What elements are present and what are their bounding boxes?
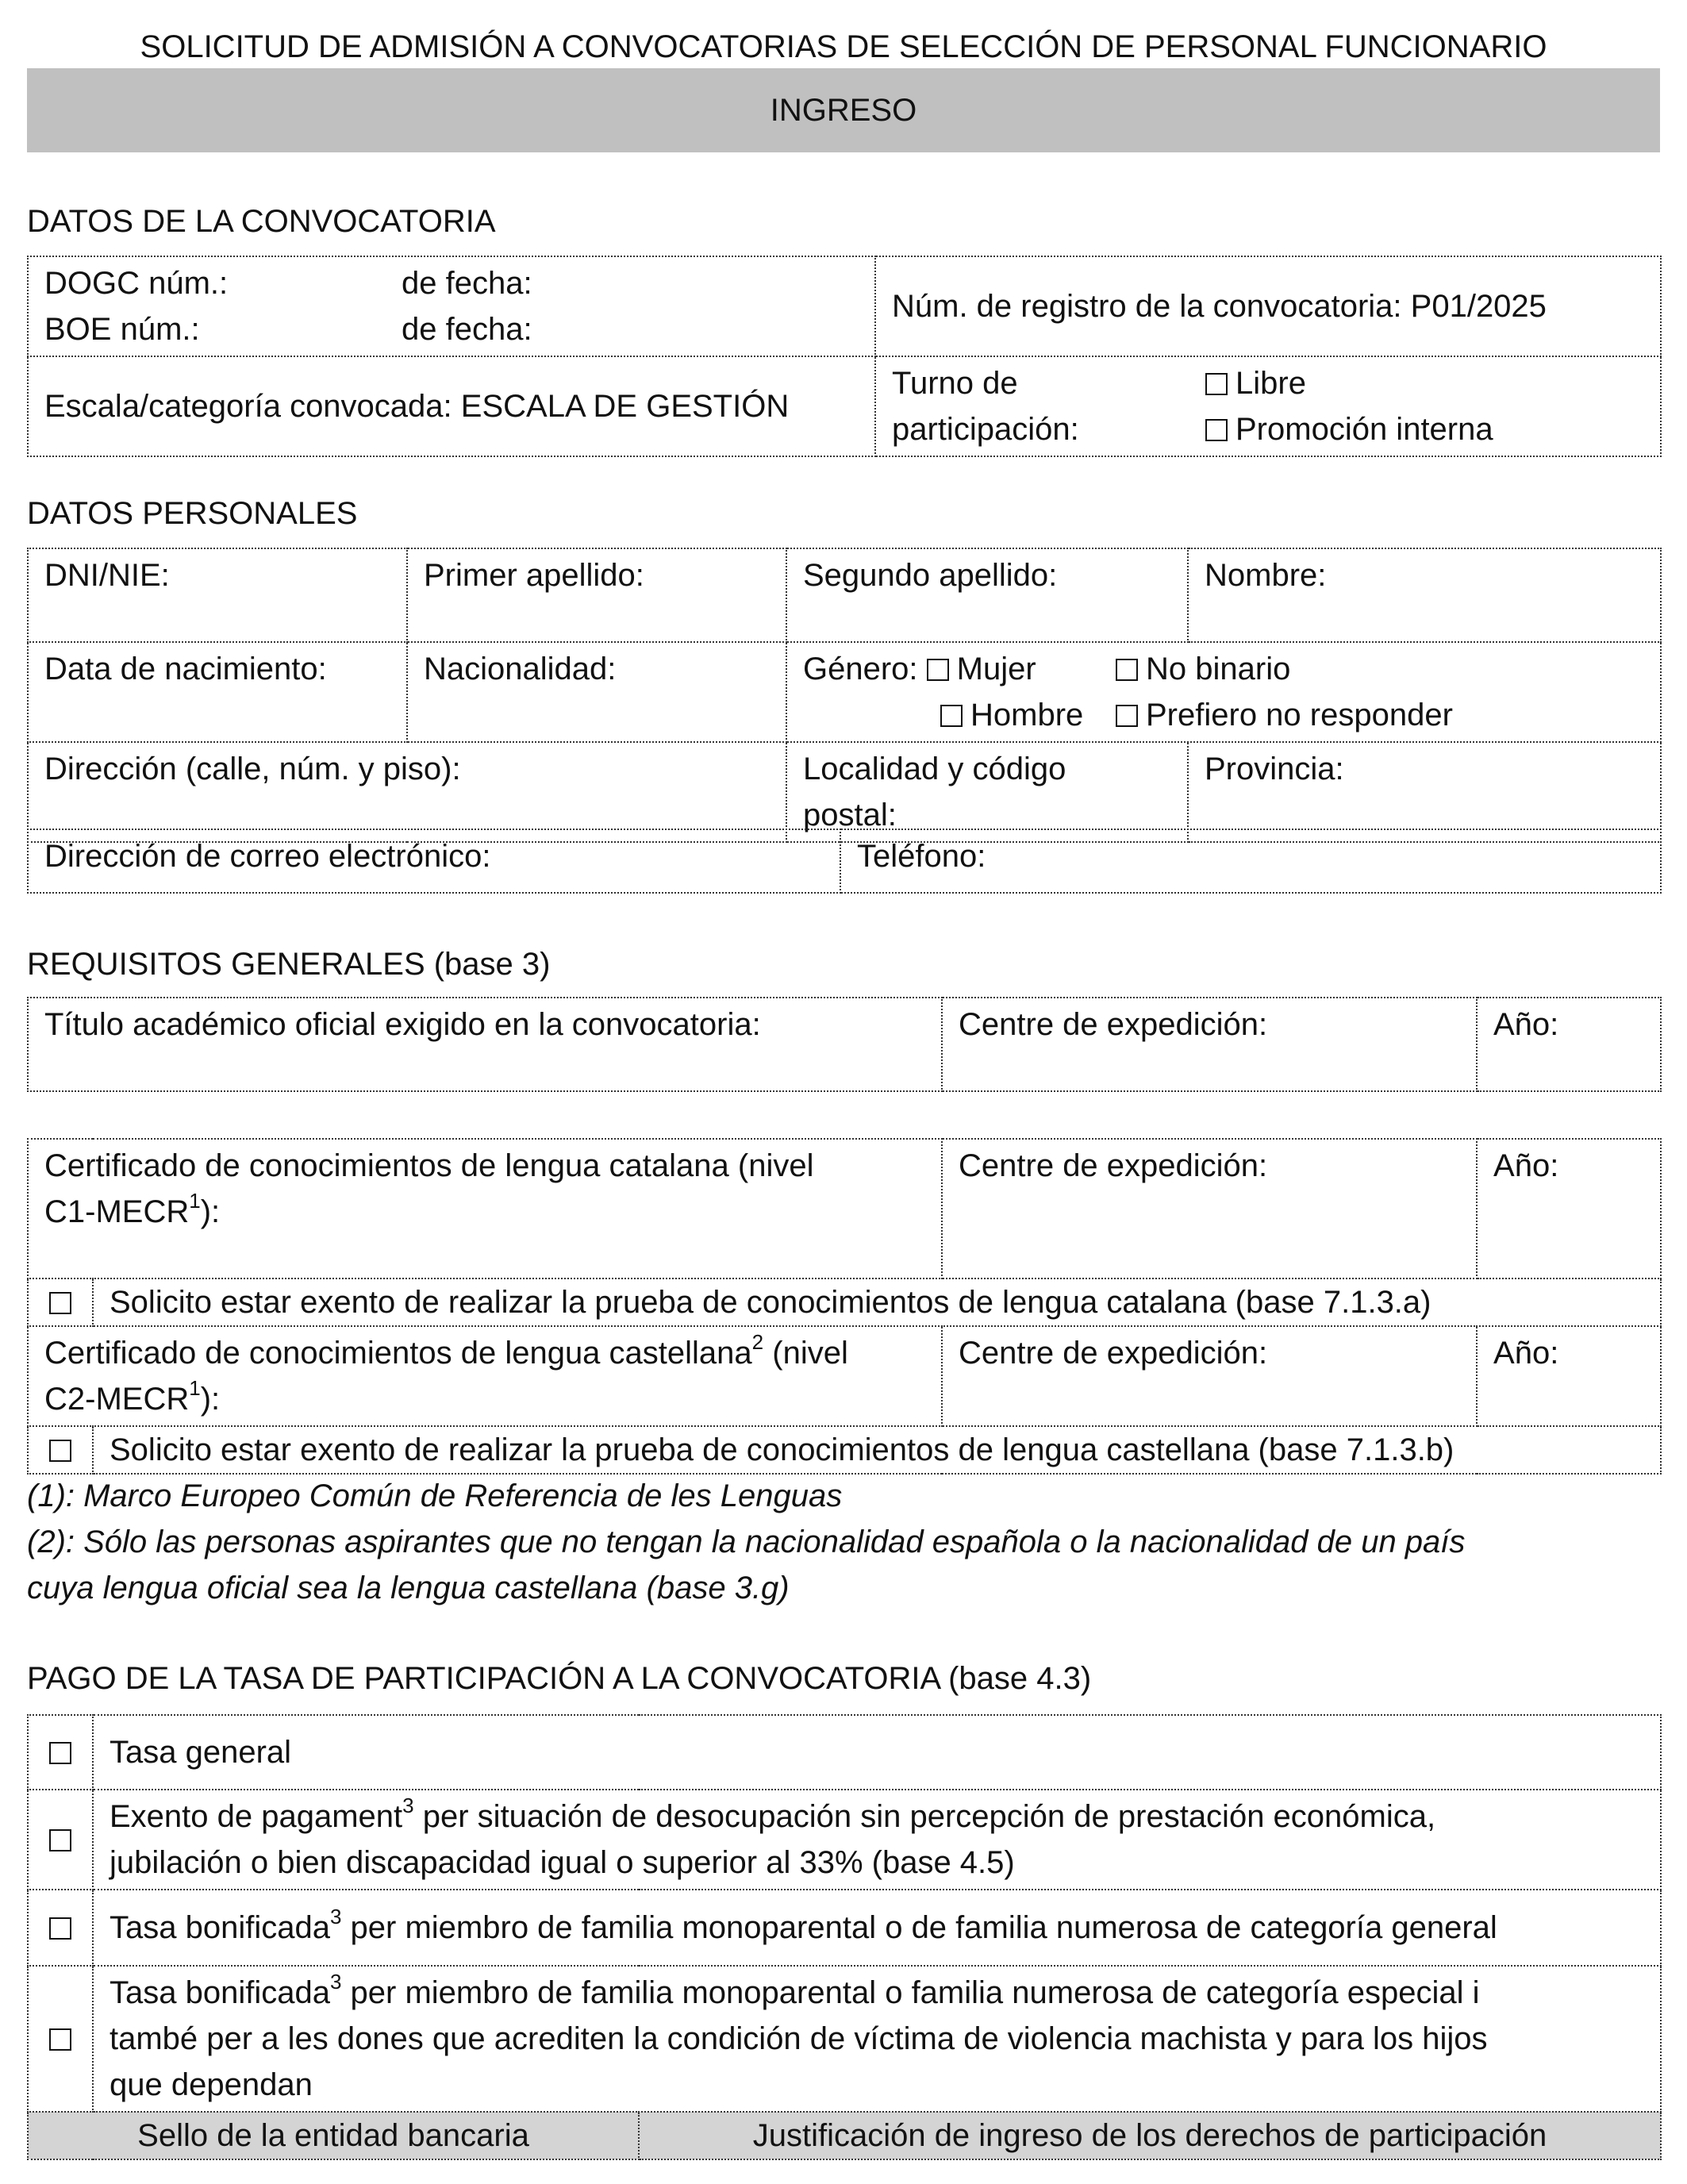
catalana-label-2: C1-MECR [44,1194,190,1229]
footnote-1: (1): Marco Europeo Común de Referencia de les Lenguas [27,1478,843,1513]
castellana-label-1: Certificado de conocimientos de lengua castellana [44,1336,752,1371]
no-binario-checkbox[interactable] [1116,659,1138,681]
registro-label: Núm. de registro de la convocatoria: P01/2025 [892,289,1547,324]
titulo-anio-label: Año: [1493,1007,1559,1042]
castellana-close: ): [200,1382,221,1417]
castellana-anio-label: Año: [1493,1336,1559,1371]
exento-pago-label-a: Exento de pagament [110,1799,403,1834]
nacimiento-label: Data de nacimiento: [44,652,327,686]
tasa-general-checkbox[interactable] [49,1742,71,1764]
castellana-centre-label: Centre de expedición: [959,1336,1268,1371]
footnote-ref-3c: 3 [329,1970,342,1994]
castellana-label-1b: (nivel [763,1336,848,1371]
section-convocatoria-heading: DATOS DE LA CONVOCATORIA [27,204,496,239]
bonificada-especial-cell [93,1966,1661,2112]
catalana-anio-field[interactable] [1477,1139,1661,1278]
footnote-ref-3b: 3 [329,1905,342,1928]
exento-catalana-label: Solicito estar exento de realizar la prueba de conocimientos de lengua catalana (base 7.1.3.a) [110,1285,1431,1320]
libre-label: Libre [1235,366,1306,401]
exento-castellana-label: Solicito estar exento de realizar la prueba de conocimientos de lengua castellana (base 7.1.3.b) [110,1432,1455,1467]
footnote-ref-1: 1 [189,1189,201,1213]
promocion-interna-checkbox[interactable] [1205,419,1228,441]
castellana-centre-field[interactable] [942,1326,1477,1426]
section-requisitos-heading: REQUISITOS GENERALES (base 3) [27,947,551,982]
titulo-centre-field[interactable] [942,998,1477,1091]
no-binario-label: No binario [1146,652,1291,686]
titulo-anio-field[interactable] [1477,998,1661,1091]
bonificada-especial-checkbox-cell[interactable] [28,1966,93,2112]
libre-checkbox[interactable] [1205,373,1228,395]
exento-castellana-checkbox-cell[interactable] [28,1426,93,1474]
catalana-field[interactable] [28,1139,942,1278]
telefono-field[interactable] [840,829,1661,893]
catalana-close: ): [200,1194,221,1229]
castellana-label-2: C2-MECR [44,1382,190,1417]
lenguas-table [27,1138,1662,1475]
sello-label: Sello de la entidad bancaria [137,2118,529,2153]
provincia-field[interactable] [1188,742,1661,842]
titulo-label: Título académico oficial exigido en la convocatoria: [44,1007,761,1042]
justificacion-label: Justificación de ingreso de los derechos de participación [752,2118,1547,2153]
turno-promocion-option[interactable] [1205,406,1493,452]
footnote-ref-1b: 1 [189,1376,201,1400]
footnote-ref-3: 3 [402,1794,414,1817]
titulo-field[interactable] [28,998,942,1091]
turno-cell [875,356,1661,456]
tasa-general-checkbox-cell[interactable] [28,1715,93,1790]
telefono-label: Teléfono: [857,839,986,874]
castellana-anio-field[interactable] [1477,1326,1661,1426]
footnote-2a: (2): Sólo las personas aspirantes que no tengan la nacionalidad española o la nacionalidad de un país [27,1525,1466,1559]
form-title: SOLICITUD DE ADMISIÓN A CONVOCATORIAS DE SELECCIÓN DE PERSONAL FUNCIONARIO [140,29,1547,64]
localidad-label-1: Localidad y código [803,752,1066,786]
dogc-label: DOGC núm.: [44,266,229,301]
justificacion-header [639,2112,1661,2159]
prefiero-no-responder-checkbox[interactable] [1116,705,1138,727]
bonificada-general-checkbox-cell[interactable] [28,1890,93,1966]
nacionalidad-field[interactable] [407,642,786,742]
turno-libre-option[interactable] [1205,360,1493,406]
dogc-fecha-label: de fecha: [402,266,532,301]
promocion-interna-label: Promoción interna [1235,412,1493,447]
nacionalidad-label: Nacionalidad: [424,652,617,686]
pago-table [27,1714,1662,2160]
dni-label: DNI/NIE: [44,558,170,593]
exento-pago-checkbox-cell[interactable] [28,1790,93,1890]
bonificada-especial-label-c: també per a les dones que acrediten la condición de víctima de violencia machista y para los hijos [110,2021,1488,2056]
dogc-boe-cell[interactable] [28,256,875,356]
escala-cell [28,356,875,456]
castellana-field[interactable] [28,1326,942,1426]
catalana-centre-label: Centre de expedición: [959,1148,1268,1183]
segundo-apellido-label: Segundo apellido: [803,558,1058,593]
section-personales-heading: DATOS PERSONALES [27,496,358,531]
titulo-centre-label: Centre de expedición: [959,1007,1268,1042]
turno-label-1: Turno de [892,366,1018,401]
genero-label: Género: [803,652,918,686]
hombre-label: Hombre [970,698,1084,732]
footnote-2b: cuya lengua oficial sea la lengua castellana (base 3.g) [27,1571,790,1605]
personales-table-1 [27,548,1662,843]
exento-pago-checkbox[interactable] [49,1829,71,1851]
catalana-anio-label: Año: [1493,1148,1559,1183]
exento-pago-cell [93,1790,1661,1890]
turno-label-2: participación: [892,412,1079,447]
bonificada-especial-checkbox[interactable] [49,2028,71,2051]
catalana-centre-field[interactable] [942,1139,1477,1278]
exento-catalana-checkbox[interactable] [49,1292,71,1314]
mujer-checkbox[interactable] [927,659,949,681]
exento-pago-label-b: per situación de desocupación sin percepción de prestación económica, [413,1799,1436,1834]
primer-apellido-field[interactable] [407,548,786,642]
provincia-label: Provincia: [1205,752,1344,786]
localidad-field[interactable] [786,742,1188,842]
primer-apellido-label: Primer apellido: [424,558,644,593]
nombre-label: Nombre: [1205,558,1327,593]
catalana-label-1: Certificado de conocimientos de lengua catalana (nivel [44,1148,814,1183]
escala-label: Escala/categoría convocada: ESCALA DE GESTIÓN [44,389,790,424]
bonificada-especial-label-a: Tasa bonificada [110,1975,330,2010]
exento-catalana-checkbox-cell[interactable] [28,1278,93,1326]
correo-field[interactable] [28,829,840,893]
nombre-field[interactable] [1188,548,1661,642]
direccion-label: Dirección (calle, núm. y piso): [44,752,461,786]
bonificada-general-label-b: per miembro de familia monoparental o de familia numerosa de categoría general [341,1910,1497,1945]
convocatoria-table [27,256,1662,457]
personales-table-2 [27,829,1662,894]
nacimiento-field[interactable] [28,642,407,742]
genero-cell [786,642,1661,742]
localidad-label-2: postal: [803,798,897,832]
hombre-checkbox[interactable] [940,705,963,727]
dni-field[interactable] [28,548,407,642]
footnote-ref-2: 2 [751,1330,764,1354]
tasa-general-label: Tasa general [110,1735,292,1770]
mujer-label: Mujer [956,652,1036,686]
registro-cell [875,256,1661,356]
exento-pago-label-c: jubilación o bien discapacidad igual o superior al 33% (base 4.5) [110,1845,1015,1880]
section-pago-heading: PAGO DE LA TASA DE PARTICIPACIÓN A LA CONVOCATORIA (base 4.3) [27,1661,1092,1696]
boe-fecha-label: de fecha: [402,312,532,347]
bonificada-general-checkbox[interactable] [49,1917,71,1940]
sello-header [28,2112,639,2159]
exento-catalana-cell [93,1278,1661,1326]
prefiero-no-responder-label: Prefiero no responder [1146,698,1453,732]
bonificada-especial-label-b: per miembro de familia monoparental o familia numerosa de categoría especial i [341,1975,1480,2010]
bonificada-especial-label-d: que dependan [110,2067,313,2102]
ingreso-band [27,68,1660,152]
titulo-table [27,997,1662,1092]
exento-castellana-checkbox[interactable] [49,1440,71,1462]
direccion-field[interactable] [28,742,786,842]
bonificada-general-cell [93,1890,1661,1966]
ingreso-label: INGRESO [770,93,917,128]
segundo-apellido-field[interactable] [786,548,1188,642]
correo-label: Dirección de correo electrónico: [44,839,491,874]
exento-castellana-cell [93,1426,1661,1474]
bonificada-general-label-a: Tasa bonificada [110,1910,330,1945]
boe-label: BOE núm.: [44,312,200,347]
tasa-general-cell [93,1715,1661,1790]
